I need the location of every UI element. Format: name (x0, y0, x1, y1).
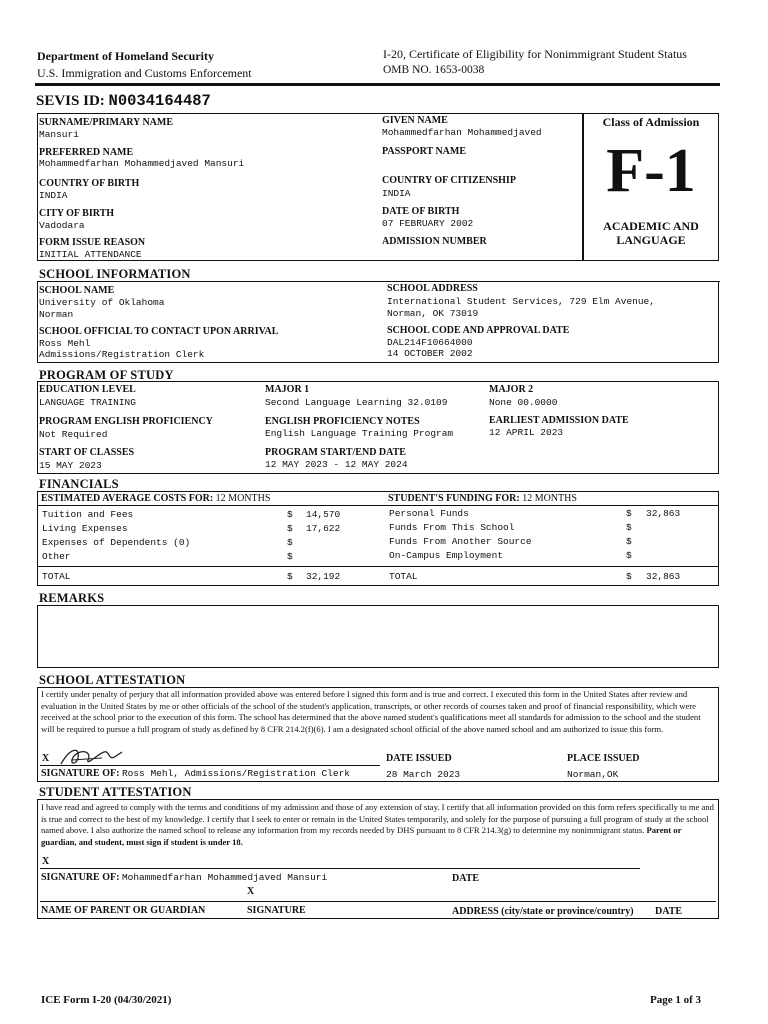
approval-date-value: 14 OCTOBER 2002 (387, 348, 473, 359)
costs-label-text: ESTIMATED AVERAGE COSTS FOR: (41, 493, 214, 504)
school-sig-label: SIGNATURE OF: (41, 768, 120, 779)
student-sign-x: X (42, 856, 50, 867)
cost-currency: $ (287, 537, 293, 548)
school-sign-line (40, 765, 380, 766)
funding-currency: $ (626, 550, 632, 561)
given-value: Mohammedfarhan Mohammedjaved (382, 127, 542, 138)
admission-label: ADMISSION NUMBER (382, 236, 487, 247)
funding-item: Funds From This School (389, 522, 515, 533)
cob-label: COUNTRY OF BIRTH (39, 178, 140, 189)
student-attest-text: I have read and agreed to comply with the terms and conditions of my admission and those of any extension of stay. I certify that all information provided on this form refers specifically to me and is true and correct to the best of my knowledge. I certify that I seek to enter or remain in the United States temporarily, and solely for the purpose of pursuing a full program of study at the school named above. I also authorize the named school to release any information from my records needed by DHS pursuant to 8 CFR 214.3(g) to determine my nonimmigrant status. (41, 802, 714, 836)
date-issued-value: 28 March 2023 (386, 769, 461, 780)
reason-label: FORM ISSUE REASON (39, 237, 146, 248)
student-attest-title: STUDENT ATTESTATION (39, 785, 192, 799)
financials-section-title: FINANCIALS (39, 477, 119, 491)
coc-value: INDIA (382, 188, 411, 199)
school-name-value: University of Oklahoma (39, 297, 165, 308)
funding-item: Personal Funds (389, 508, 469, 519)
funding-period: 12 MONTHS (522, 493, 577, 504)
sevis-value: N0034164487 (108, 92, 211, 110)
major2-label: MAJOR 2 (489, 384, 534, 395)
form-title: I-20, Certificate of Eligibility for Nonimmigrant Student Status (383, 47, 687, 61)
edu-label: EDUCATION LEVEL (39, 384, 136, 395)
dob-value: 07 FEBRUARY 2002 (382, 218, 474, 229)
eng-notes-label: ENGLISH PROFICIENCY NOTES (265, 416, 420, 427)
parent-name-label: NAME OF PARENT OR GUARDIAN (41, 905, 206, 916)
parent-sign-line (40, 901, 716, 902)
class-desc-1: ACADEMIC AND (603, 219, 699, 233)
cost-currency: $ (287, 551, 293, 562)
total-fund-value: 32,863 (646, 571, 681, 582)
student-date-label: DATE (452, 873, 480, 884)
date-issued-label: DATE ISSUED (386, 753, 452, 764)
surname-value: Mansuri (39, 129, 79, 140)
student-attest-text-block (41, 802, 715, 848)
financials-total-rule (38, 566, 718, 567)
school-sign-row (41, 768, 350, 780)
earliest-value: 12 APRIL 2023 (489, 427, 564, 438)
official-label: SCHOOL OFFICIAL TO CONTACT UPON ARRIVAL (39, 326, 279, 337)
cost-amount: 17,622 (306, 523, 341, 534)
costs-period: 12 MONTHS (215, 493, 271, 504)
school-section-title: SCHOOL INFORMATION (39, 267, 191, 281)
total-fund-currency: $ (626, 571, 632, 582)
parent-sig-label: SIGNATURE (247, 905, 306, 916)
school-address-line1: International Student Services, 729 Elm Avenue, (387, 296, 655, 307)
remarks-box (37, 605, 719, 668)
program-section-title: PROGRAM OF STUDY (39, 368, 174, 382)
school-sig-value: Ross Mehl, Admissions/Registration Clerk (121, 768, 350, 779)
coc-label: COUNTRY OF CITIZENSHIP (382, 175, 516, 186)
surname-label: SURNAME/PRIMARY NAME (39, 117, 173, 128)
dob-label: DATE OF BIRTH (382, 206, 460, 217)
total-cost-value: 32,192 (306, 571, 341, 582)
major2-value: None 00.0000 (489, 397, 558, 408)
earliest-label: EARLIEST ADMISSION DATE (489, 415, 629, 426)
eng-notes-value: English Language Training Program (265, 428, 454, 439)
preferred-value: Mohammedfarhan Mohammedjaved Mansuri (39, 158, 245, 169)
cost-amount: 14,570 (306, 509, 341, 520)
funding-amount: 32,863 (646, 508, 681, 519)
funding-currency: $ (626, 508, 632, 519)
cost-item: Living Expenses (42, 523, 128, 534)
city-value: Vadodara (39, 220, 85, 231)
student-sign-row (41, 872, 327, 884)
cob-value: INDIA (39, 190, 68, 201)
remarks-section-title: REMARKS (39, 591, 105, 605)
eng-prof-value: Not Required (39, 429, 108, 440)
city-label: CITY OF BIRTH (39, 208, 115, 219)
funding-label (388, 493, 577, 505)
school-official-signature (58, 744, 126, 770)
student-sign-line (40, 868, 640, 869)
passport-label: PASSPORT NAME (382, 146, 467, 157)
school-attest-text: I certify under penalty of perjury that all information provided above was entered before I signed this form and is true and correct. I executed this form in the United States after review and evaluation in the United States by me or other officials of the school of the student's application, transcripts, or other records of courses taken and proof of financial responsibility, which were received at the school prior to the execution of this form. The school has determined that the above named student's qualifications meet all standards for admission to the school and the student will be required to pursue a full program of study as defined by 8 CFR 214.2(f)(6). I am a designated school official of the above named school and am authorized to issue this form. (41, 689, 701, 734)
school-attest-title: SCHOOL ATTESTATION (39, 673, 186, 687)
funding-item: Funds From Another Source (389, 536, 532, 547)
school-name-label: SCHOOL NAME (39, 285, 115, 296)
school-address-line2: Norman, OK 73019 (387, 308, 479, 319)
total-cost-label: TOTAL (42, 571, 71, 582)
school-address-label: SCHOOL ADDRESS (387, 283, 478, 294)
cost-item: Tuition and Fees (42, 509, 134, 520)
official-title: Admissions/Registration Clerk (39, 349, 205, 360)
funding-item: On-Campus Employment (389, 550, 504, 561)
major1-value: Second Language Learning 32.0109 (265, 397, 448, 408)
form-version: ICE Form I-20 (04/30/2021) (41, 994, 172, 1006)
preferred-label: PREFERRED NAME (39, 147, 134, 158)
dates-label: PROGRAM START/END DATE (265, 447, 406, 458)
school-sign-x: X (42, 753, 50, 764)
class-admission-title: Class of Admission (602, 115, 700, 129)
dept-name: Department of Homeland Security (37, 49, 214, 63)
parent-address-label: ADDRESS (city/state or province/country) (452, 906, 634, 917)
omb-number: OMB NO. 1653-0038 (383, 64, 485, 76)
class-value: F-1 (606, 137, 696, 205)
student-attest-bold: Parent or guardian, and student, must sign if student is under 18. (41, 825, 682, 847)
reason-value: INITIAL ATTENDANCE (39, 249, 142, 260)
start-label: START OF CLASSES (39, 447, 135, 458)
cost-item: Other (42, 551, 71, 562)
dates-value: 12 MAY 2023 - 12 MAY 2024 (265, 459, 408, 470)
cost-currency: $ (287, 523, 293, 534)
place-issued-label: PLACE ISSUED (567, 753, 640, 764)
cost-currency: $ (287, 509, 293, 520)
parent-sign-x: X (247, 886, 255, 897)
cost-item: Expenses of Dependents (0) (42, 537, 191, 548)
header-rule (35, 83, 720, 86)
student-sig-value: Mohammedfarhan Mohammedjaved Mansuri (121, 872, 328, 883)
page-number: Page 1 of 3 (650, 994, 702, 1006)
funding-currency: $ (626, 536, 632, 547)
sevis-label: SEVIS ID: (36, 93, 105, 109)
place-issued-value: Norman,OK (567, 769, 619, 780)
financials-header-rule (38, 505, 718, 506)
official-name: Ross Mehl (39, 338, 91, 349)
edu-value: LANGUAGE TRAINING (39, 397, 136, 408)
school-code-value: DAL214F10664000 (387, 337, 473, 348)
funding-label-text: STUDENT'S FUNDING FOR: (388, 493, 520, 504)
student-sig-label: SIGNATURE OF: (41, 872, 120, 883)
major1-label: MAJOR 1 (265, 384, 310, 395)
parent-date-label: DATE (655, 906, 683, 917)
school-code-label: SCHOOL CODE AND APPROVAL DATE (387, 325, 570, 336)
eng-prof-label: PROGRAM ENGLISH PROFICIENCY (39, 416, 213, 427)
school-city-value: Norman (39, 309, 74, 320)
sevis-id (36, 92, 211, 110)
start-value: 15 MAY 2023 (39, 460, 102, 471)
total-cost-currency: $ (287, 571, 293, 582)
class-desc-2: LANGUAGE (616, 233, 686, 247)
funding-currency: $ (626, 522, 632, 533)
given-label: GIVEN NAME (382, 115, 448, 126)
total-fund-label: TOTAL (389, 571, 418, 582)
agency-name: U.S. Immigration and Customs Enforcement (37, 66, 252, 80)
costs-label (41, 493, 270, 505)
